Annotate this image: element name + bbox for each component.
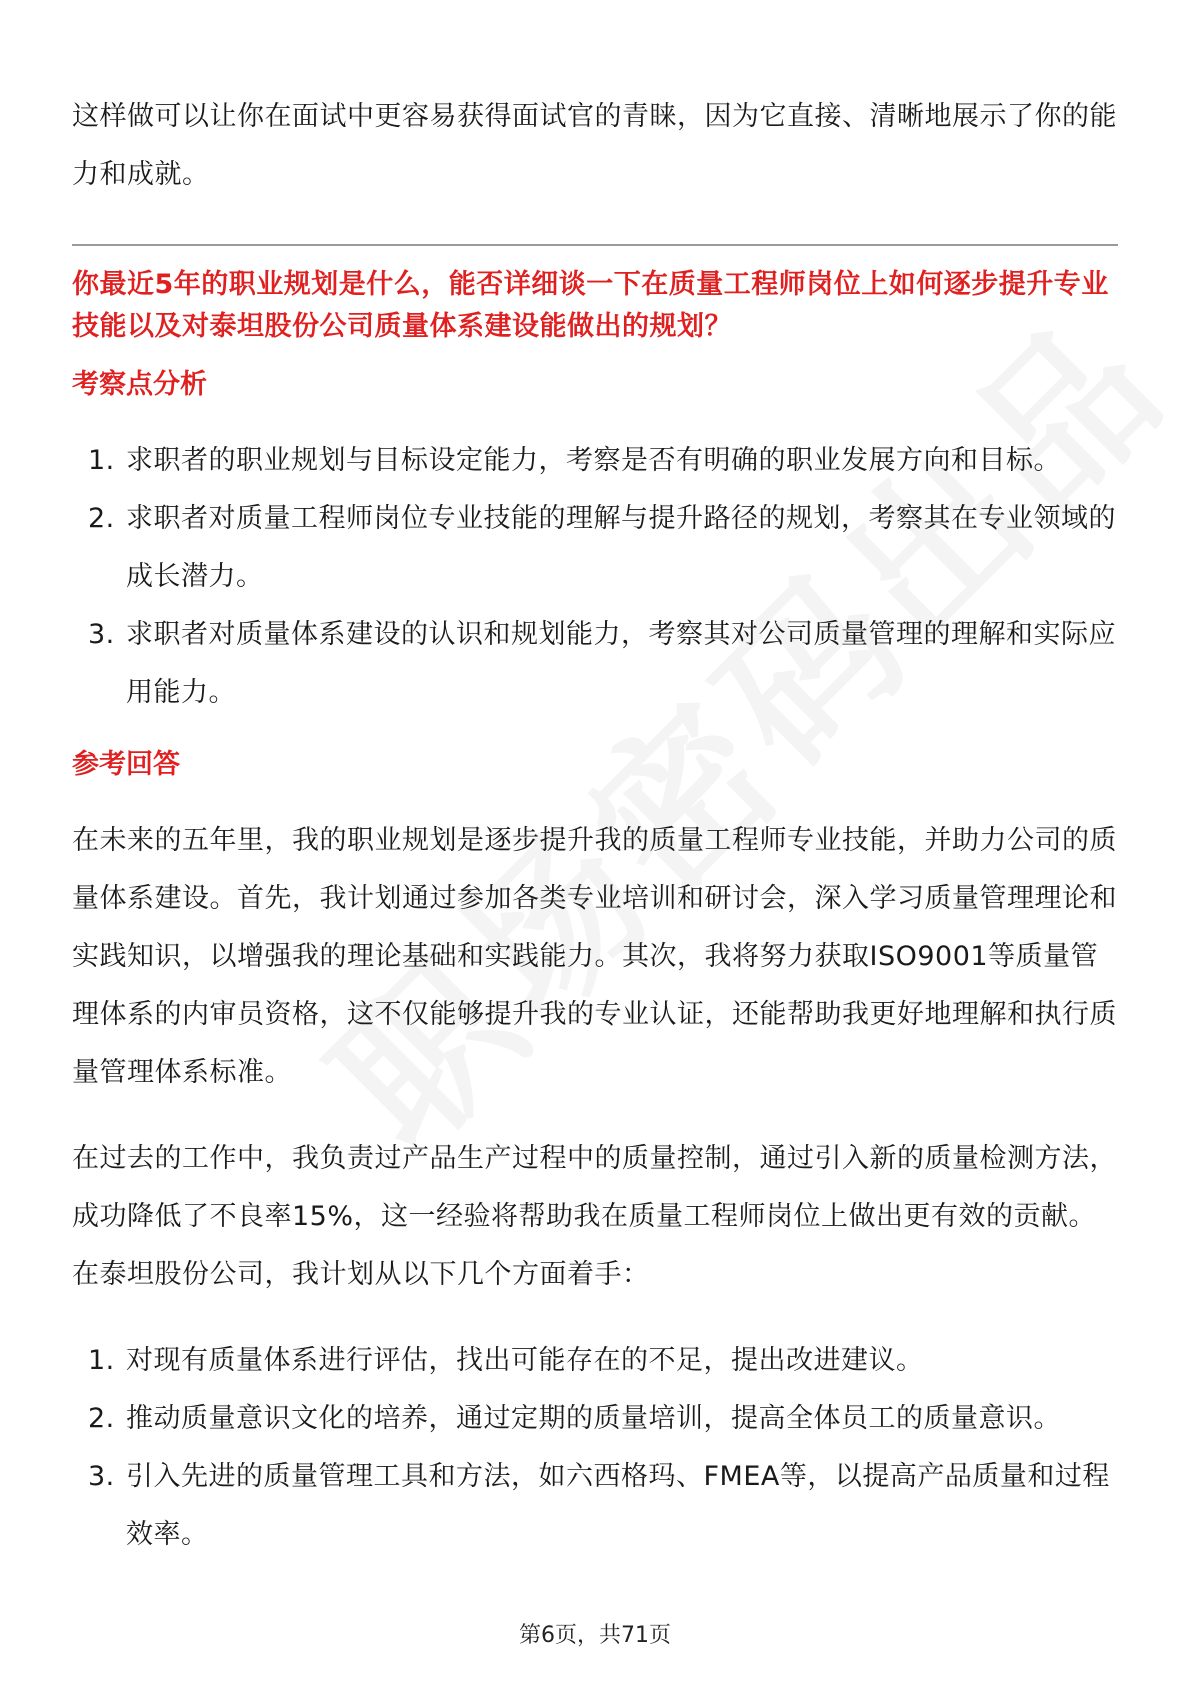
page-content xyxy=(72,88,1118,1564)
list-item-number: 1. xyxy=(88,445,115,476)
answer-paragraph-1: 在未来的五年里，我的职业规划是逐步提升我的质量工程师专业技能，并助力公司的质量体系建设。首先，我计划通过参加各类专业培训和研讨会，深入学习质量管理理论和实践知识，以增强我的理论基础和实践能力。其次，我将努力获取ISO9001等质量管理体系的内审员资格，这不仅能够提升我的专业认证，还能帮助我更好地理解和执行质量管理体系标准。 xyxy=(72,825,1117,1088)
list-item-number: 3. xyxy=(88,1461,115,1492)
list-item xyxy=(72,1448,1118,1564)
intro-paragraph: 这样做可以让你在面试中更容易获得面试官的青睐，因为它直接、清晰地展示了你的能力和成就。 xyxy=(72,101,1117,190)
list-item xyxy=(72,432,1118,490)
list-item-number: 3. xyxy=(88,619,115,650)
question-title: 你最近5年的职业规划是什么，能否详细谈一下在质量工程师岗位上如何逐步提升专业技能以及对泰坦股份公司质量体系建设能做出的规划？ xyxy=(72,269,1109,342)
list-item-number: 2. xyxy=(88,503,115,534)
list-item xyxy=(72,490,1118,606)
answer-heading: 参考回答 xyxy=(72,749,180,780)
list-item xyxy=(72,606,1118,722)
list-item-text: 求职者对质量体系建设的认识和规划能力，考察其对公司质量管理的理解和实际应用能力。 xyxy=(126,619,1116,708)
list-item-text: 求职者的职业规划与目标设定能力，考察是否有明确的职业发展方向和目标。 xyxy=(126,445,1061,476)
list-item-text: 推动质量意识文化的培养，通过定期的质量培训，提高全体员工的质量意识。 xyxy=(126,1403,1061,1434)
analysis-heading: 考察点分析 xyxy=(72,369,207,400)
list-item-text: 引入先进的质量管理工具和方法，如六西格玛、FMEA等，以提高产品质量和过程效率。 xyxy=(126,1461,1110,1550)
list-item-text: 对现有质量体系进行评估，找出可能存在的不足，提出改进建议。 xyxy=(126,1345,924,1376)
section-divider xyxy=(72,244,1118,246)
answer-list xyxy=(72,1332,1118,1564)
list-item-number: 2. xyxy=(88,1403,115,1434)
analysis-list xyxy=(72,432,1118,722)
list-item xyxy=(72,1332,1118,1390)
list-item-number: 1. xyxy=(88,1345,115,1376)
answer-paragraph-2: 在过去的工作中，我负责过产品生产过程中的质量控制，通过引入新的质量检测方法，成功降低了不良率15%，这一经验将帮助我在质量工程师岗位上做出更有效的贡献。在泰坦股份公司，我计划从以下几个方面着手： xyxy=(72,1143,1117,1290)
list-item-text: 求职者对质量工程师岗位专业技能的理解与提升路径的规划，考察其在专业领域的成长潜力。 xyxy=(126,503,1116,592)
page-number: 第6页，共71页 xyxy=(519,1623,671,1648)
list-item xyxy=(72,1390,1118,1448)
